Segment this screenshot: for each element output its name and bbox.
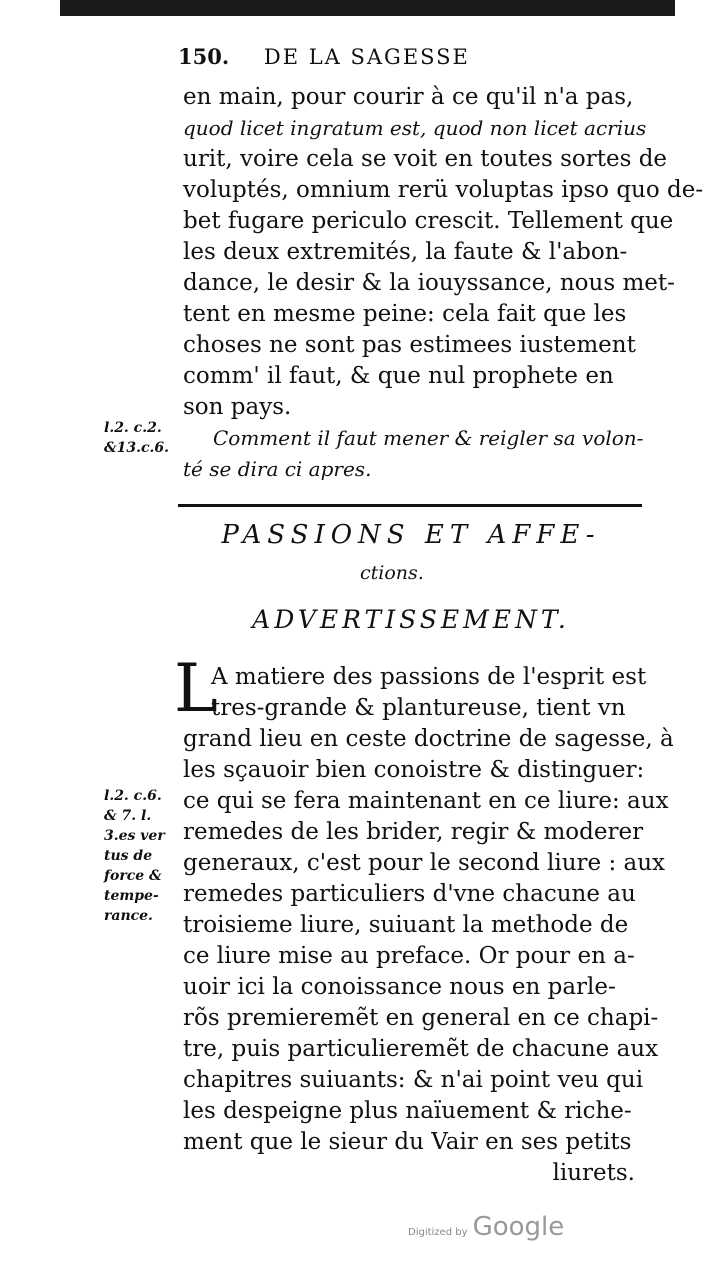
- section-rule: [178, 504, 642, 507]
- text-line: ce qui se fera maintenant en ce liure: aux: [183, 788, 669, 814]
- running-header: [178, 44, 470, 69]
- text-line: les sçauoir bien conoistre & distinguer:: [183, 757, 645, 783]
- advertissement-heading: ADVERTISSEMENT.: [252, 605, 570, 634]
- text-line: tres-grande & plantureuse, tient vn: [211, 695, 626, 721]
- text-line: A matiere des passions de l'esprit est: [211, 664, 647, 690]
- text-block-2: [183, 662, 674, 1189]
- text-line: tre, puis particulieremẽt de chacune aux: [183, 1036, 659, 1062]
- text-line: remedes particuliers d'vne chacune au: [183, 881, 636, 907]
- running-title: DE LA SAGESSE: [263, 45, 470, 69]
- text-line: choses ne sont pas estimees iustement: [183, 332, 636, 358]
- margin-line: l.2. c.6.: [104, 788, 162, 804]
- margin-line: 3.es ver: [104, 828, 165, 844]
- text-line: quod licet ingratum est, quod non licet acrius: [183, 116, 647, 140]
- margin-line: tus de: [104, 848, 153, 864]
- margin-line: rance.: [104, 908, 153, 924]
- text-line: ment que le sieur du Vair en ses petits: [183, 1129, 632, 1155]
- text-line: uoir ici la conoissance nous en parle-: [183, 974, 616, 1000]
- text-line: troisieme liure, suiuant la methode de: [183, 912, 629, 938]
- digitized-by-google-watermark: [408, 1212, 564, 1242]
- google-logo: Google: [472, 1212, 565, 1242]
- text-line: les despeigne plus naïuement & riche-: [183, 1098, 632, 1124]
- text-line: té se dira ci apres.: [183, 457, 372, 481]
- margin-line: force &: [104, 868, 162, 884]
- drop-cap: L: [174, 650, 218, 727]
- margin-note-2: [104, 786, 165, 926]
- text-line: rõs premieremẽt en general en ce chapi-: [183, 1005, 659, 1031]
- text-line: bet fugare periculo crescit. Tellement que: [183, 208, 674, 234]
- margin-line: tempe-: [104, 888, 159, 904]
- text-line: remedes de les brider, regir & moderer: [183, 819, 644, 845]
- margin-line: & 7. l.: [104, 808, 152, 824]
- page-number: 150.: [178, 44, 230, 69]
- top-border: [60, 0, 675, 16]
- text-line: chapitres suiuants: & n'ai point veu qui: [183, 1067, 644, 1093]
- text-line: liurets.: [552, 1160, 635, 1186]
- margin-line: l.2. c.2.: [104, 420, 162, 436]
- text-line: tent en mesme peine: cela fait que les: [183, 301, 627, 327]
- text-line: grand lieu en ceste doctrine de sagesse, à: [183, 726, 674, 752]
- text-line: les deux extremités, la faute & l'abon-: [183, 239, 628, 265]
- text-line: urit, voire cela se voit en toutes sortes de: [183, 146, 668, 172]
- text-line: son pays.: [183, 394, 292, 420]
- text-line: ce liure mise au preface. Or pour en a-: [183, 943, 635, 969]
- margin-line: &13.c.6.: [104, 440, 170, 456]
- text-line: voluptés, omnium rerü voluptas ipso quo de-: [183, 177, 704, 203]
- text-block-1: [183, 82, 704, 485]
- section-subtitle: ctions.: [360, 562, 424, 584]
- text-line: comm' il faut, & que nul prophete en: [183, 363, 614, 389]
- margin-note-1: [104, 418, 169, 458]
- text-line: en main, pour courir à ce qu'il n'a pas,: [183, 84, 634, 110]
- text-line: dance, le desir & la iouyssance, nous met-: [183, 270, 675, 296]
- text-line: generaux, c'est pour le second liure : aux: [183, 850, 666, 876]
- digitized-label: Digitized by: [408, 1227, 468, 1238]
- section-title: PASSIONS ET AFFE-: [221, 520, 601, 550]
- text-line: Comment il faut mener & reigler sa volon-: [213, 426, 644, 450]
